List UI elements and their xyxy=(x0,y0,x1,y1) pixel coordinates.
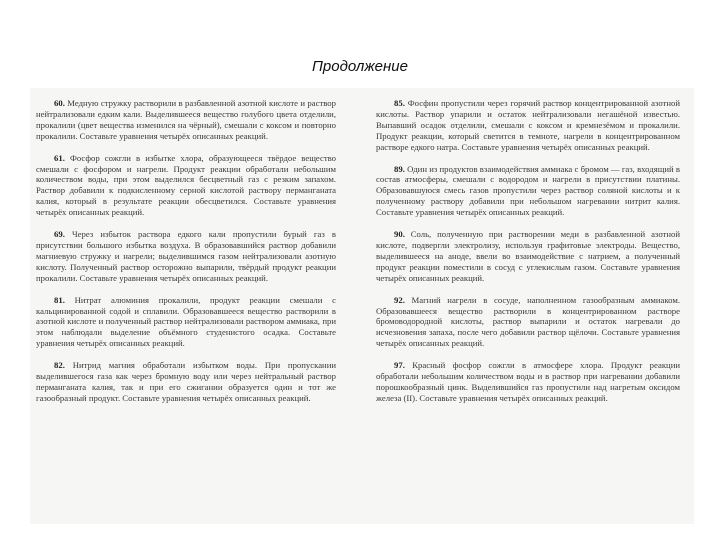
problem-92 xyxy=(376,295,680,350)
problem-text: Медную стружку растворили в разбавленной азотной кислоте и раствор нейтрализовали едким кали. Выделившееся вещество голубого цвета отделили, прокалили (цвет вещества изменился на чёрный), смешали с коксом и повторно прокалили. Составьте уравнения четырёх описанных реакций. xyxy=(36,98,336,141)
problem-number: 61. xyxy=(54,152,65,163)
problem-number: 82. xyxy=(54,360,65,371)
right-column xyxy=(376,98,680,415)
scanned-page xyxy=(30,88,694,524)
problem-89 xyxy=(376,164,680,219)
problem-61 xyxy=(36,153,336,218)
problem-number: 69. xyxy=(54,229,65,240)
problem-number: 97. xyxy=(394,360,405,371)
slide-title: Продолжение xyxy=(312,58,408,75)
problem-text: Один из продуктов взаимодействия аммиака с бромом — газ, входящий в состав атмосферы, смешали с водородом и нагрели в присутствии платины. Образовавшуюся смесь газов пропустили через раствор соляной кислоты и к полученному раствору добавили при небольшом нагревании нитрит калия. Составьте уравнения четырёх описанных реакций. xyxy=(376,163,681,218)
problem-text: Фосфин пропустили через горячий раствор концентрированной азотной кислоты. Раствор упарили и остаток нейтрализовали негашёной известью. Выпавший осадок отделили, смешали с коксом и кремнезёмом и прокалили. Продукт реакции, который светится в темноте, нагрели в концентрированном растворе едкого натра. Составьте уравнения четырёх описанных реакций. xyxy=(376,98,680,152)
problem-90 xyxy=(376,229,680,284)
problem-text: Соль, полученную при растворении меди в разбавленной азотной кислоте, подвергли электролизу, используя графитовые электроды. Вещество, выделившееся на аноде, ввели во взаимодействие с натрием, а полученный продукт реакции поместили в сосуд с углекислым газом. Составьте уравнения четырёх описанных реакций. xyxy=(376,229,680,283)
problem-60 xyxy=(36,98,336,142)
problem-97 xyxy=(376,360,680,404)
problem-number: 81. xyxy=(54,294,65,305)
problem-number: 85. xyxy=(394,98,405,108)
problem-text: Нитрид магния обработали избытком воды. При пропускании выделившегося газа как через бромную воду или через нейтральный раствор перманганата калия, так и при его сжигании образуется один и тот же газообразный продукт. Составьте уравнения четырёх описанных реакций. xyxy=(36,360,337,403)
problem-number: 92. xyxy=(394,294,405,305)
problem-text: Через избыток раствора едкого кали пропустили бурый газ в присутствии большого избытка воздуха. В образовавшийся раствор добавили магниевую стружку и нагрели; выделившимся газом нейтрализовали азотную кислоту. Полученный раствор осторожно выпарили, твёрдый продукт реакции прокалили. Составьте уравнения четырёх описанных реакций. xyxy=(36,229,337,283)
problem-82 xyxy=(36,360,336,404)
problem-85 xyxy=(376,98,680,153)
problem-number: 89. xyxy=(394,163,405,174)
problem-text: Фосфор сожгли в избытке хлора, образующееся твёрдое вещество смешали с фосфором и нагрели. Продукт реакции обработали небольшим количеством воды, при этом выделился бесцветный газ с резким запахом. Раствор добавили к подкисленному серной кислотой раствору перманганата калия, который в результате реакции обесцветился. Составьте уравнения четырёх описанных реакций. xyxy=(36,152,337,218)
problem-text: Нитрат алюминия прокалили, продукт реакции смешали с кальцинированной содой и сплавили. Образовавшееся вещество растворили в азотной кислоте и полученный раствор нейтрализовали раствором аммиака, при этом наблюдали выделение объёмного студенистого осадка. Составьте уравнения четырёх описанных реакций. xyxy=(36,294,337,349)
problem-number: 60. xyxy=(54,98,65,108)
left-column xyxy=(36,98,336,415)
problem-number: 90. xyxy=(394,229,405,240)
problem-text: Красный фосфор сожгли в атмосфере хлора. Продукт реакции обработали небольшим количеством воды и в раствор при нагревании добавили порошкообразный цинк. Выделившийся газ пропустили над нагретым оксидом железа (II). Составьте уравнения четырёх описанных реакций. xyxy=(376,360,680,403)
problem-69 xyxy=(36,229,336,284)
problem-text: Магний нагрели в сосуде, наполненном газообразным аммиаком. Образовавшееся вещество растворили в концентрированном растворе бромоводородной кислоты, раствор выпарили и остаток нагревали до исчезновения запаха, после чего добавили раствор щёлочи. Составьте уравнения четырёх описанных реакций. xyxy=(376,294,680,349)
problem-81 xyxy=(36,295,336,350)
